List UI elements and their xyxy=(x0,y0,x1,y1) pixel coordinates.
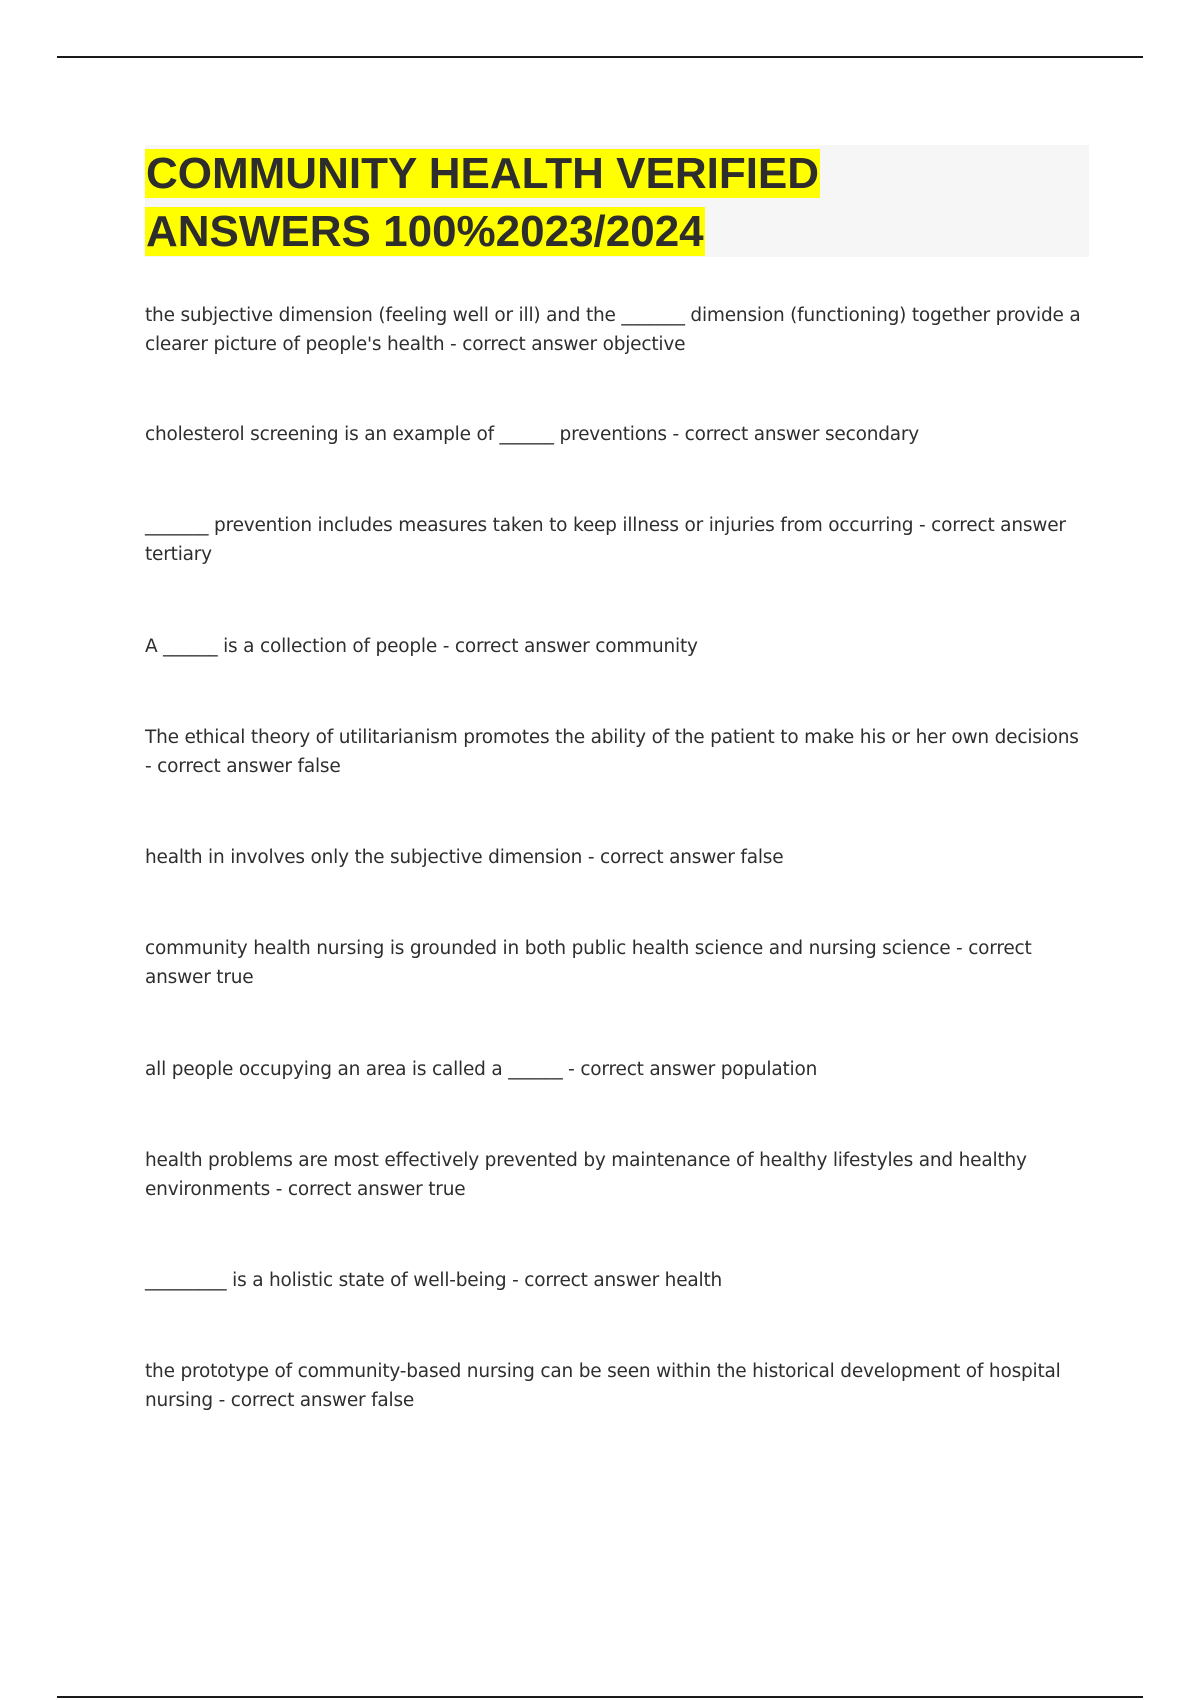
title-block xyxy=(145,145,1089,257)
top-rule xyxy=(57,56,1143,58)
title-line-2: ANSWERS 100%2023/2024 xyxy=(146,207,704,256)
qa-item: A ______ is a collection of people - correct answer community xyxy=(145,636,698,657)
qa-item: community health nursing is grounded in both public health science and nursing science - correct answer true xyxy=(145,938,1032,988)
page-title xyxy=(145,145,885,261)
qa-item: _______ prevention includes measures taken to keep illness or injuries from occurring - correct answer tertiary xyxy=(145,515,1066,565)
qa-item: health problems are most effectively prevented by maintenance of healthy lifestyles and healthy environments - correct answer true xyxy=(145,1150,1027,1200)
qa-item: cholesterol screening is an example of ______ preventions - correct answer secondary xyxy=(145,424,920,445)
qa-item: all people occupying an area is called a ______ - correct answer population xyxy=(145,1059,818,1080)
qa-item: the subjective dimension (feeling well or ill) and the _______ dimension (functioning) together provide a clearer picture of people's health - correct answer objective xyxy=(145,305,1081,355)
qa-item: the prototype of community-based nursing can be seen within the historical development of hospital nursing - correct answer false xyxy=(145,1361,1061,1411)
qa-item: The ethical theory of utilitarianism promotes the ability of the patient to make his or her own decisions - correct answer false xyxy=(145,727,1079,777)
qa-item: _________ is a holistic state of well-being - correct answer health xyxy=(145,1270,723,1291)
bottom-rule xyxy=(57,1696,1143,1698)
title-line-1: COMMUNITY HEALTH VERIFIED xyxy=(146,149,820,198)
qa-item: health in involves only the subjective dimension - correct answer false xyxy=(145,847,784,868)
